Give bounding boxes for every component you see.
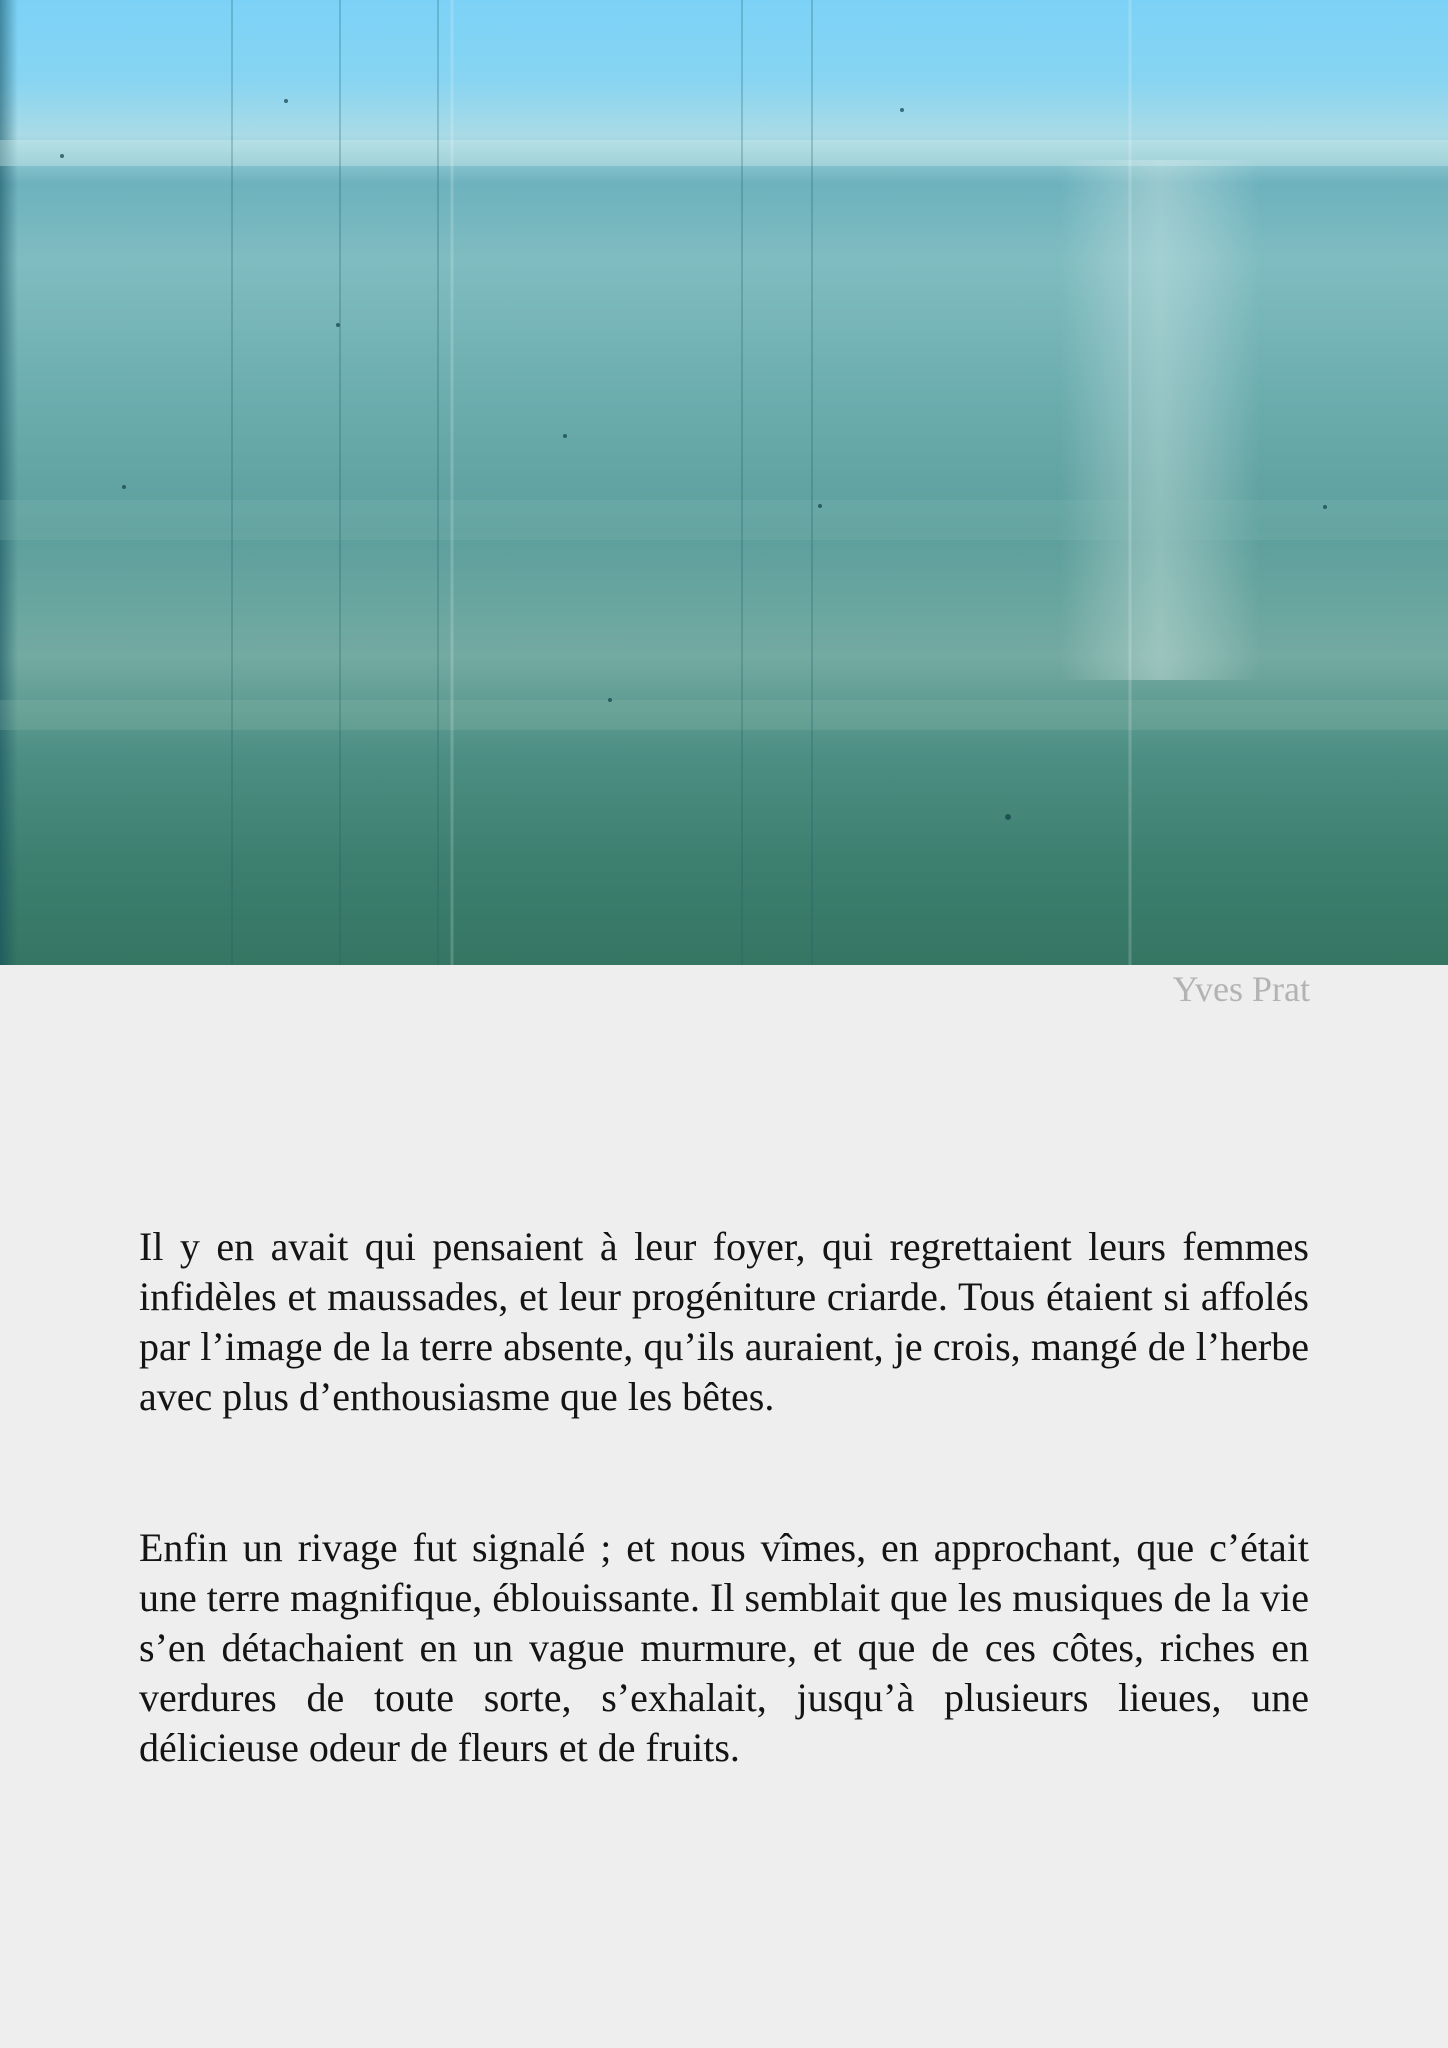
photo-texture [0, 0, 1448, 965]
paragraph-1: Il y en avait qui pensaient à leur foyer, qui regrettaient leurs femmes infidèles et maussades, et leur progéniture criarde. Tous étaient si affolés par l’image de la terre absente, qu’ils auraient, je crois, mangé de l’herbe avec plus d’enthousiasme que les bêtes. [139, 1224, 1309, 1419]
paragraph-2: Enfin un rivage fut signalé ; et nous vîmes, en approchant, que c’était une terre magnifique, éblouissante. Il semblait que les musiques de la vie s’en détachaient en un vague murmure, et que de ces côtes, riches en verdures de toute sorte, s’exhalait, jusqu’à plusieurs lieues, une délicieuse odeur de fleurs et de fruits. [139, 1525, 1309, 1770]
header-photo [0, 0, 1448, 965]
photo-credit: Yves Prat [1172, 969, 1310, 1009]
